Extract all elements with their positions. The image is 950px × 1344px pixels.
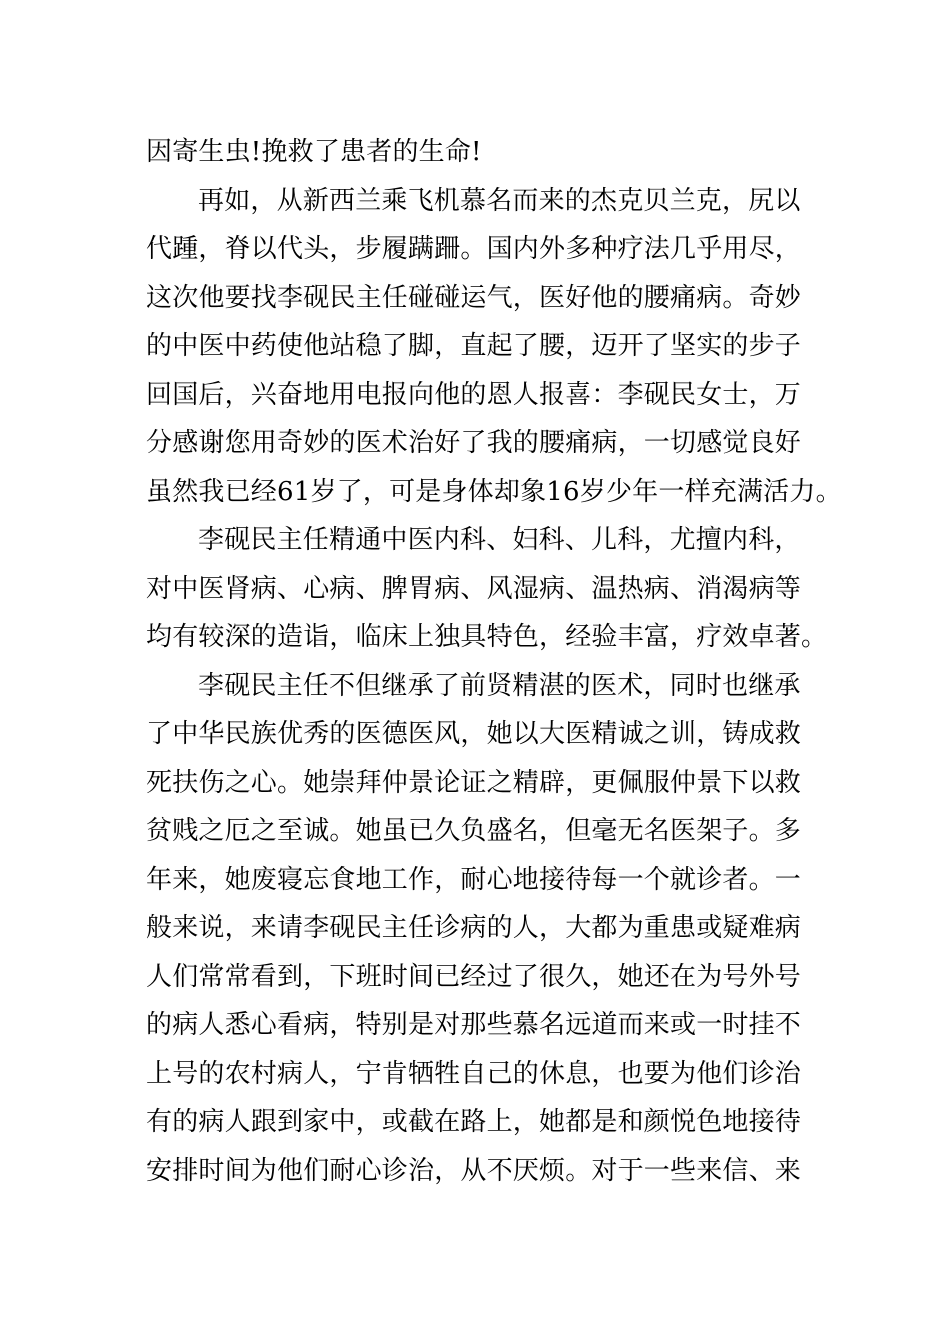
text-line: 李砚民主任不但继承了前贤精湛的医术，同时也继承 <box>198 670 801 701</box>
text-line: 代踵，脊以代头，步履蹒跚。国内外多种疗法几乎用尽， <box>146 234 802 264</box>
text-line: 均有较深的造诣，临床上独具特色，经验丰富，疗效卓著。 <box>146 622 828 652</box>
text-line: 人们常常看到，下班时间已经过了很久，她还在为号外号 <box>146 961 802 992</box>
text-line: 这次他要找李砚民主任碰碰运气，医好他的腰痛病。奇妙 <box>146 282 802 313</box>
body-text <box>146 128 842 1195</box>
text-line: 回国后，兴奋地用电报向他的恩人报喜：李砚民女士，万 <box>146 379 802 410</box>
text-line: 贫贱之厄之至诚。她虽已久负盛名，但毫无名医架子。多 <box>146 816 802 846</box>
text-line: 虽然我已经61岁了，可是身体却象16岁少年一样充满活力。 <box>146 476 842 507</box>
text-line: 分感谢您用奇妙的医术治好了我的腰痛病，一切感觉良好 <box>146 428 802 458</box>
text-line: 李砚民主任精通中医内科、妇科、儿科，尤擅内科， <box>198 525 801 555</box>
text-line: 有的病人跟到家中，或截在路上，她都是和颜悦色地接待 <box>146 1107 802 1137</box>
text-line: 上号的农村病人，宁肯牺牲自己的休息，也要为他们诊治 <box>146 1058 802 1089</box>
text-line: 死扶伤之心。她崇拜仲景论证之精辟，更佩服仲景下以救 <box>146 767 802 798</box>
text-line: 年来，她废寝忘食地工作，耐心地接待每一个就诊者。一 <box>146 864 802 895</box>
text-line: 的中医中药使他站稳了脚，直起了腰，迈开了坚实的步子 <box>146 331 802 361</box>
text-line: 了中华民族优秀的医德医风，她以大医精诚之训，铸成救 <box>146 719 802 749</box>
text-line: 安排时间为他们耐心诊治，从不厌烦。对于一些来信、来 <box>146 1155 802 1186</box>
text-line: 再如，从新西兰乘飞机慕名而来的杰克贝兰克，尻以 <box>198 185 801 216</box>
text-line: 的病人悉心看病，特别是对那些慕名远道而来或一时挂不 <box>146 1010 802 1040</box>
text-line: 对中医肾病、心病、脾胃病、风湿病、温热病、消渴病等 <box>146 573 802 604</box>
text-line: 因寄生虫!挽救了患者的生命! <box>146 137 482 167</box>
text-line: 般来说，来请李砚民主任诊病的人，大都为重患或疑难病 <box>146 913 802 943</box>
